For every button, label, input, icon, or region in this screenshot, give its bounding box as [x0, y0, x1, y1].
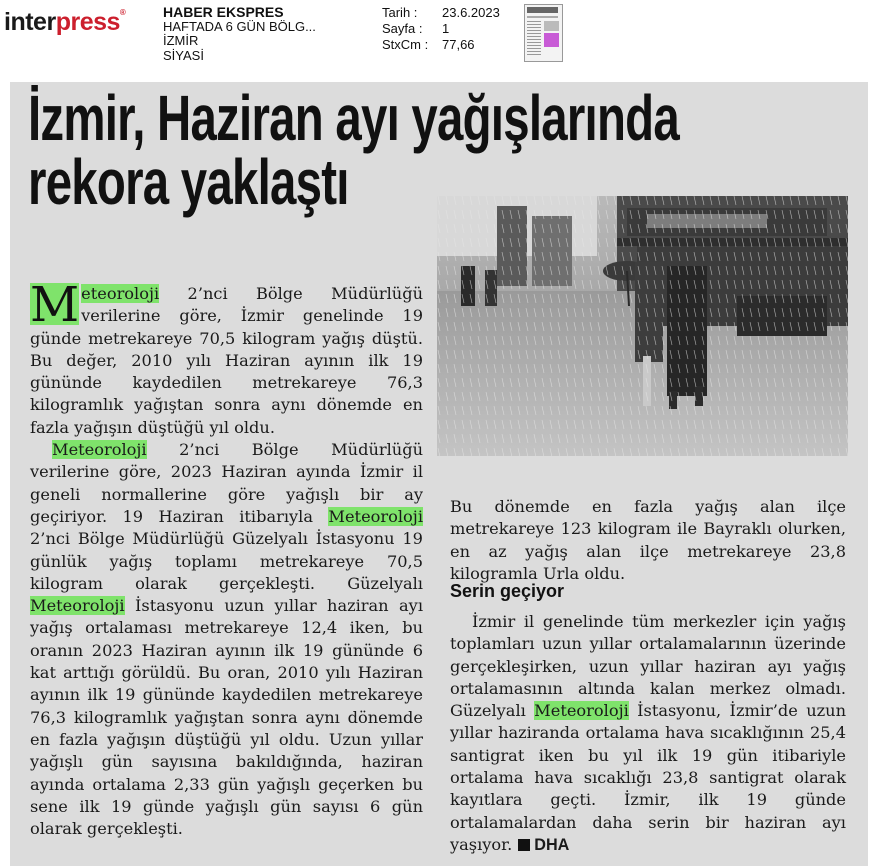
article-headline	[28, 82, 679, 218]
keyword-highlight: Meteoroloji	[534, 701, 629, 721]
clip-meta	[382, 5, 500, 53]
drop-cap: M	[30, 277, 80, 333]
page-label: Sayfa :	[382, 21, 423, 36]
subheading: Serin geçiyor	[450, 581, 565, 601]
clipping-header	[0, 0, 886, 80]
publication-category: SİYASİ	[163, 47, 204, 63]
keyword-highlight: Meteoroloji	[52, 440, 147, 460]
publication-frequency: HAFTADA 6 GÜN BÖLG...	[163, 18, 316, 34]
date-label: Tarih :	[382, 5, 418, 20]
publication-city: İZMİR	[163, 33, 199, 48]
keyword-highlight: Meteoroloji	[328, 506, 423, 526]
paragraph-1: M eteoroloji 2’nci Bölge Müdürlüğü verilerine göre, İzmir genelinde 19 günde metrekareye 70,5 kilogram yağış düştü. Bu değer, 2010 yılı Haziran ayının ilk 19 gününde kaydedilen metrekareye 76,3 kilogramlık yağıştan sonra aynı dönemde en fazla yağışın düştüğü yıl oldu.	[30, 277, 423, 437]
article-column-left	[30, 277, 423, 840]
stxcm-value: 77,66	[442, 37, 475, 52]
date-value: 23.6.2023	[442, 5, 500, 20]
interpress-logo: interpress®	[4, 8, 126, 36]
end-square-icon	[518, 839, 530, 851]
paragraph-3: Bu dönemde en fazla yağış alan ilçe metrekareye 123 kilogram ile Bayraklı olurken, en az yağış alan ilçe metrekareye 23,8 kilogramla Urla oldu.	[450, 497, 846, 583]
keyword-highlight: Meteoroloji	[30, 596, 125, 616]
publication-info	[163, 5, 316, 63]
paragraph-4: İzmir il genelinde tüm merkezler için yağış toplamları uzun yıllar ortalamalarının üzerinde gerçekleşirken, uzun yıllar haziran ayı yağış ortalamasının altında kalan merkez olmadı. Güzelyalı Meteoroloji İstasyonu, İzmir’de uzun yıllar haziranda ortalama hava sıcaklığının 25,4 santigrat iken bu yıl ilk 19 gün itibariyle ortalama hava sıcaklığı 23,8 santigrat olarak kayıtlara geçti. İzmir, ilk 19 günde ortalamalardan daha serin bir haziran ayı yaşıyor. DHA	[450, 612, 847, 854]
article-column-right	[450, 496, 846, 585]
publication-name: HABER EKSPRES	[163, 4, 284, 20]
headline-line-1: İzmir, Haziran ayı yağışlarında	[28, 82, 679, 154]
headline-line-2: rekora yaklaştı	[28, 146, 349, 218]
paragraph-2: Meteoroloji 2’nci Bölge Müdürlüğü verilerine göre, 2023 Haziran ayında İzmir il geneli normallerine göre yağışlı bir ay geçiriyor. 19 Haziran itibarıyla Meteoroloji 2’nci Bölge Müdürlüğü Güzelyalı İstasyonu 19 günlük yağış toplamı metrekareye 70,5 kilogram olarak gerçekleşti. Güzelyalı Meteoroloji İstasyonu uzun yıllar haziran ayı yağış ortalaması metrekareye 12,4 iken, bu oranın 2023 Haziran ayının ilk 19 gününde 6 kat arttığı görüldü. Bu oran, 2010 yılı Haziran ayının ilk 19 gününde kaydedilen metrekareye 76,3 kilogramlık yağıştan sonra aynı dönemde en fazla yağışın düştüğü yıl oldu. Uzun yıllar yağışlı gün sayısına bakıldığında, haziran ayında ortalama 2,33 gün yağışlı geçerken bu sene ilk 19 günde yağışlı gün sayısı 6 gün olarak gerçekleşti.	[30, 440, 423, 839]
page-thumbnail[interactable]	[524, 4, 563, 62]
article-column-right-lower	[450, 611, 846, 856]
keyword-highlight: eteoroloji	[81, 284, 160, 303]
page-value: 1	[442, 21, 450, 36]
rain-street-photo	[437, 196, 848, 456]
stxcm-label: StxCm :	[382, 37, 429, 52]
agency-credit: DHA	[534, 835, 570, 854]
